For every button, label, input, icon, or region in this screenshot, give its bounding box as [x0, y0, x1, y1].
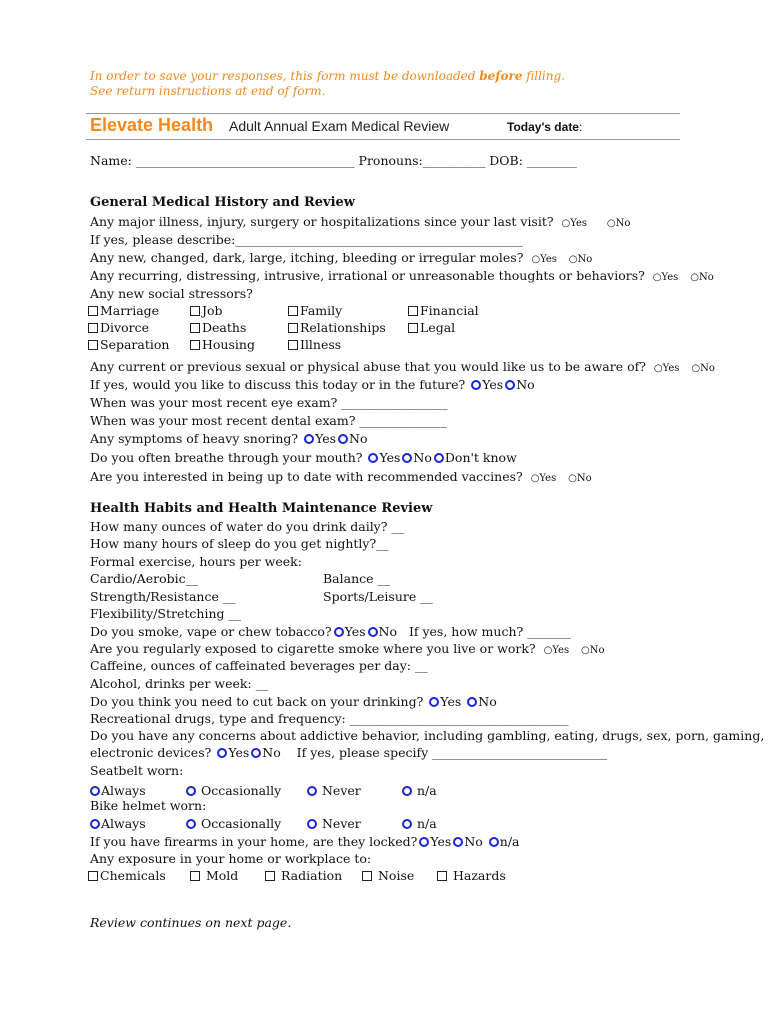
q-abuse: Any current or previous sexual or physical abuse that you would like us to be aware of? ○Yes ○No [90, 359, 715, 374]
radio-no[interactable] [402, 453, 412, 463]
q-vaccines: Are you interested in being up to date with recommended vaccines? ○Yes ○No [90, 469, 592, 484]
q-smoke-exposure-no[interactable]: ○No [581, 645, 605, 656]
q-seatbelt: Seatbelt worn: [90, 763, 184, 778]
helmet-always[interactable]: Always [88, 816, 146, 832]
q-moles: Any new, changed, dark, large, itching, bleeding or irregular moles? ○Yes ○No [90, 250, 593, 265]
stressor-marriage[interactable]: Marriage [88, 303, 159, 319]
q-cut-back: Do you think you need to cut back on your drinking? Yes No [90, 694, 497, 709]
checkbox[interactable] [190, 323, 200, 333]
checkbox[interactable] [190, 340, 200, 350]
q-major-illness-yes[interactable]: ○Yes [561, 218, 588, 229]
section-title-habits: Health Habits and Health Maintenance Review [90, 501, 433, 516]
stressor-illness[interactable]: Illness [288, 337, 341, 353]
exposure-hazards[interactable]: Hazards [437, 868, 506, 884]
q-eye-exam[interactable]: When was your most recent eye exam? _________________ [90, 395, 448, 410]
q-bike-helmet: Bike helmet worn: [90, 798, 207, 813]
checkbox[interactable] [88, 340, 98, 350]
checkbox[interactable] [88, 323, 98, 333]
radio-icon[interactable] [90, 786, 100, 796]
header-rule-top [86, 113, 680, 114]
helmet-na[interactable]: n/a [400, 816, 437, 832]
stressor-separation[interactable]: Separation [88, 337, 169, 353]
identity-fields[interactable]: Name: ___________________________________ Pronouns:__________ DOB: ________ [90, 153, 577, 168]
radio-no[interactable] [453, 837, 463, 847]
stressor-relationships[interactable]: Relationships [288, 320, 386, 336]
seatbelt-na[interactable]: n/a [400, 783, 437, 799]
q-snoring: Any symptoms of heavy snoring? Yes No [90, 431, 368, 446]
checkbox[interactable] [437, 871, 447, 881]
exposure-chemicals[interactable]: Chemicals [88, 868, 166, 884]
q-smoke-exposure: Are you regularly exposed to cigarette smoke where you live or work? ○Yes ○No [90, 641, 605, 656]
q-abuse-yes[interactable]: ○Yes [653, 363, 680, 374]
q-moles-yes[interactable]: ○Yes [531, 254, 557, 265]
exercise-sports[interactable]: Sports/Leisure __ [323, 589, 433, 604]
q-smoke-exposure-yes[interactable]: ○Yes [543, 645, 570, 656]
radio-icon[interactable] [402, 819, 412, 829]
radio-na[interactable] [489, 837, 499, 847]
radio-no[interactable] [251, 748, 261, 758]
checkbox[interactable] [190, 306, 200, 316]
q-dental-exam[interactable]: When was your most recent dental exam? ______________ [90, 413, 447, 428]
radio-yes[interactable] [429, 697, 439, 707]
radio-icon[interactable] [402, 786, 412, 796]
q-moles-no[interactable]: ○No [568, 254, 593, 265]
seatbelt-always[interactable]: Always [88, 783, 146, 799]
checkbox[interactable] [88, 871, 98, 881]
radio-yes[interactable] [419, 837, 429, 847]
exposure-mold[interactable]: Mold [190, 868, 238, 884]
radio-no[interactable] [338, 434, 348, 444]
stressor-job[interactable]: Job [190, 303, 223, 319]
radio-no[interactable] [505, 380, 515, 390]
tobacco-amount[interactable]: If yes, how much? _______ [408, 624, 571, 639]
todays-date-label: Today's date: [507, 120, 583, 134]
q-thoughts: Any recurring, distressing, intrusive, irrational or unreasonable thoughts or behaviors? ○Yes ○No [90, 268, 714, 283]
form-title: Adult Annual Exam Medical Review [229, 118, 450, 134]
q-vaccines-yes[interactable]: ○Yes [530, 473, 557, 484]
exercise-strength[interactable]: Strength/Resistance __ [90, 589, 236, 604]
checkbox[interactable] [190, 871, 200, 881]
q-caffeine[interactable]: Caffeine, ounces of caffeinated beverages per day: __ [90, 658, 428, 673]
q-sleep[interactable]: How many hours of sleep do you get nightly?__ [90, 536, 389, 551]
stressor-divorce[interactable]: Divorce [88, 320, 149, 336]
checkbox[interactable] [88, 306, 98, 316]
stressor-family[interactable]: Family [288, 303, 342, 319]
exercise-flexibility[interactable]: Flexibility/Stretching __ [90, 606, 241, 621]
q-thoughts-yes[interactable]: ○Yes [652, 272, 679, 283]
continues-note: Review continues on next page. [90, 915, 292, 930]
q-recreational-drugs[interactable]: Recreational drugs, type and frequency: ___________________________________ [90, 711, 569, 726]
q-thoughts-no[interactable]: ○No [690, 272, 714, 283]
checkbox[interactable] [362, 871, 372, 881]
radio-yes[interactable] [334, 627, 344, 637]
notice-return-instructions: See return instructions at end of form. [90, 84, 326, 98]
q-addiction: Do you have any concerns about addictive behavior, including gambling, eating, drugs, sex, porn, gaming, [90, 728, 765, 743]
stressor-deaths[interactable]: Deaths [190, 320, 246, 336]
q-describe[interactable]: If yes, please describe:______________________________________________ [90, 232, 523, 247]
q-addiction-cont: electronic devices? Yes No If yes, please specify ____________________________ [90, 745, 608, 760]
notice-text: In order to save your responses, this form must be downloaded [90, 69, 480, 83]
checkbox[interactable] [288, 323, 298, 333]
checkbox[interactable] [408, 323, 418, 333]
radio-icon[interactable] [186, 786, 196, 796]
q-abuse-no[interactable]: ○No [691, 363, 715, 374]
radio-icon[interactable] [307, 786, 317, 796]
seatbelt-never[interactable]: Never [305, 783, 361, 799]
stressor-legal[interactable]: Legal [408, 320, 455, 336]
q-exposure: Any exposure in your home or workplace to: [90, 851, 372, 866]
q-exercise: Formal exercise, hours per week: [90, 554, 302, 569]
q-water[interactable]: How many ounces of water do you drink daily? __ [90, 519, 404, 534]
notice-bold: before [479, 69, 523, 83]
radio-no[interactable] [467, 697, 477, 707]
radio-yes[interactable] [217, 748, 227, 758]
radio-icon[interactable] [90, 819, 100, 829]
seatbelt-occasionally[interactable]: Occasionally [184, 783, 281, 799]
checkbox[interactable] [288, 306, 298, 316]
q-firearms: If you have firearms in your home, are they locked? Yes No n/a [90, 834, 520, 849]
radio-yes[interactable] [368, 453, 378, 463]
radio-dont-know[interactable] [434, 453, 444, 463]
radio-no[interactable] [368, 627, 378, 637]
notice-text-end: filling. [522, 69, 565, 83]
exercise-balance[interactable]: Balance __ [323, 571, 391, 586]
q-stressors: Any new social stressors? [90, 286, 253, 301]
stressor-housing[interactable]: Housing [190, 337, 255, 353]
helmet-occasionally[interactable]: Occasionally [184, 816, 281, 832]
exposure-radiation[interactable]: Radiation [265, 868, 342, 884]
q-major-illness: Any major illness, injury, surgery or hospitalizations since your last visit? ○Yes ○No [90, 214, 631, 229]
q-alcohol[interactable]: Alcohol, drinks per week: __ [90, 676, 269, 691]
radio-yes[interactable] [304, 434, 314, 444]
q-discuss: If yes, would you like to discuss this today or in the future? Yes No [90, 377, 535, 392]
helmet-never[interactable]: Never [305, 816, 361, 832]
stressor-financial[interactable]: Financial [408, 303, 479, 319]
q-major-illness-no[interactable]: ○No [606, 218, 631, 229]
download-notice [90, 69, 565, 99]
q-mouth-breathing: Do you often breathe through your mouth? Yes No Don't know [90, 450, 517, 465]
section-title-history: General Medical History and Review [90, 195, 355, 210]
checkbox[interactable] [265, 871, 275, 881]
header-rule-bottom [86, 139, 680, 140]
checkbox[interactable] [288, 340, 298, 350]
checkbox[interactable] [408, 306, 418, 316]
radio-icon[interactable] [186, 819, 196, 829]
radio-yes[interactable] [471, 380, 481, 390]
q-vaccines-no[interactable]: ○No [568, 473, 592, 484]
exercise-cardio[interactable]: Cardio/Aerobic__ [90, 571, 199, 586]
q-tobacco: Do you smoke, vape or chew tobacco? Yes No If yes, how much? _______ [90, 624, 571, 639]
radio-icon[interactable] [307, 819, 317, 829]
addiction-specify[interactable]: If yes, please specify ____________________________ [296, 745, 608, 760]
brand-logo: Elevate Health [90, 115, 214, 135]
exposure-noise[interactable]: Noise [362, 868, 414, 884]
